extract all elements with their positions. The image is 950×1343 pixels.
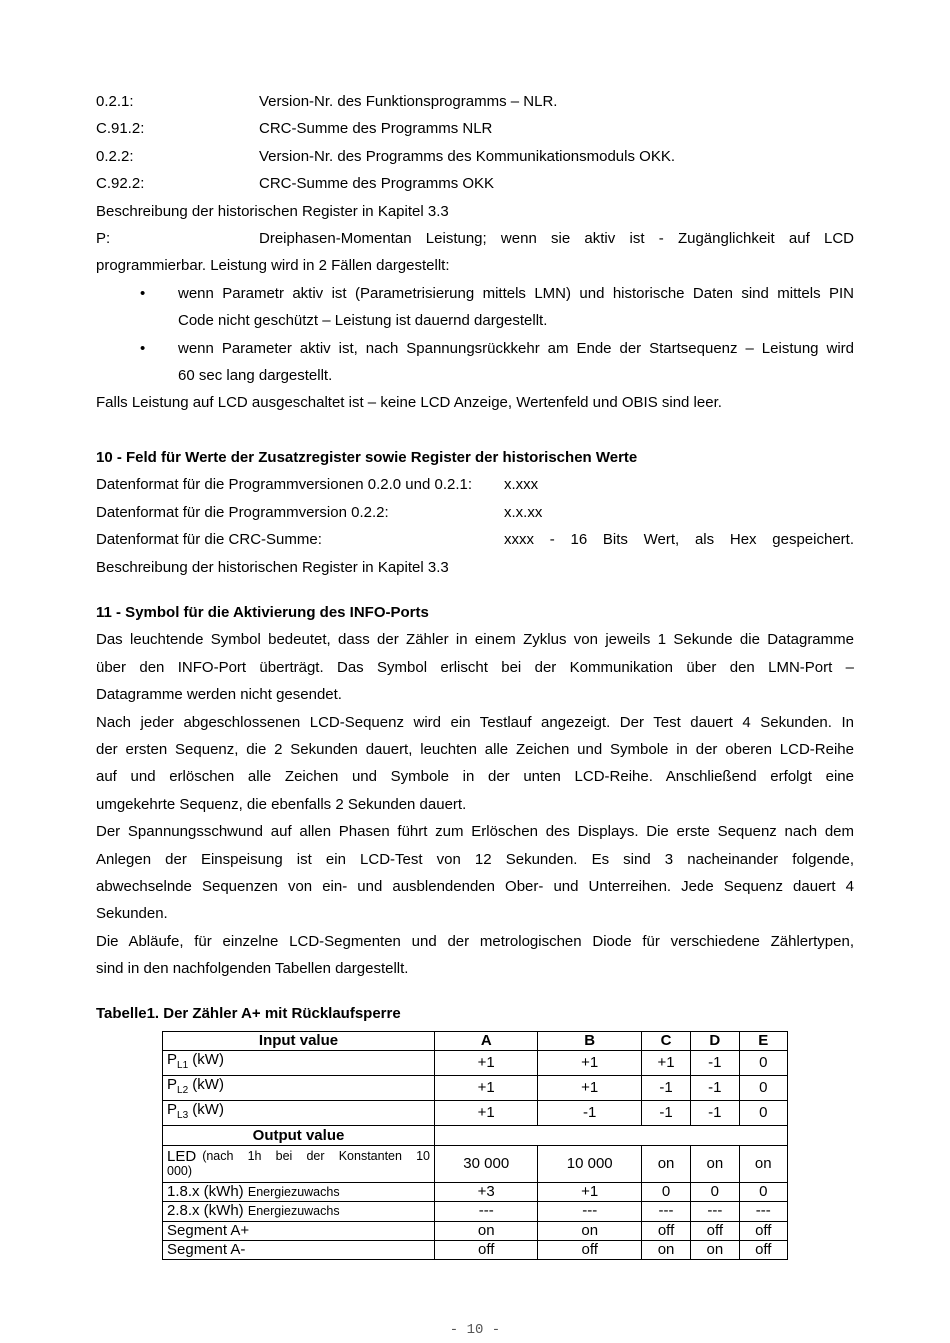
- paragraph: [96, 626, 854, 708]
- empty-cell: [435, 1126, 788, 1145]
- definition-row: [96, 115, 854, 142]
- table-cell: -1: [691, 1076, 739, 1101]
- paragraph-line: Nach jeder abgeschlossenen LCD-Sequenz wird ein Testlauf angezeigt. Der Test dauert 4 Sekunden. In: [96, 713, 854, 731]
- table-cell: 10 000: [538, 1145, 641, 1182]
- paragraph-line: über den INFO-Port überträgt. Das Symbol erlischt bei der Kommunikation über den LMN-Port –: [96, 658, 854, 676]
- header-col-a: A: [435, 1032, 538, 1051]
- historic-register-reference: Beschreibung der historischen Register in Kapitel 3.3: [96, 202, 449, 220]
- paragraph-line: sind in den nachfolgenden Tabellen dargestellt.: [96, 960, 409, 978]
- paragraph-line: abwechselnde Sequenzen von ein- und ausblendenden Ober- und Unterreihen. Jede Sequenz dauert 4: [96, 877, 854, 895]
- header-col-c: C: [641, 1032, 690, 1051]
- table-row: [163, 1221, 788, 1240]
- table-cell: +1: [538, 1182, 641, 1201]
- list-item-text: wenn Parameter aktiv ist, nach Spannungsrückkehr am Ende der Startsequenz – Leistung wird: [178, 339, 854, 357]
- definition-value: Dreiphasen-Momentan Leistung; wenn sie aktiv ist - Zugänglichkeit auf LCD: [259, 229, 854, 247]
- bullet-icon: •: [140, 284, 146, 302]
- table-cell: off: [538, 1240, 641, 1259]
- table-cell: +1: [538, 1076, 641, 1101]
- row-label: $P_{L3}$ (kW): [163, 1101, 435, 1126]
- format-label: Datenformat für die Programmversionen 0.2.0 und 0.2.1:: [96, 476, 473, 494]
- table-cell: 30 000: [435, 1145, 538, 1182]
- paragraph-line: Anlegen der Einspeisung ist ein LCD-Test von 12 Sekunden. Es sind 3 nacheinander folgende,: [96, 850, 854, 868]
- definition-value: CRC-Summe des Programms NLR: [259, 120, 493, 138]
- document-body: [96, 88, 854, 1027]
- list-item-text: Code nicht geschützt – Leistung ist dauernd dargestellt.: [178, 312, 548, 330]
- definition-row: [96, 143, 854, 170]
- definition-value: Version-Nr. des Funktionsprogramms – NLR.: [259, 93, 558, 110]
- table-header-row: [163, 1032, 788, 1051]
- paragraph-line: umgekehrte Sequenz, die ebenfalls 2 Sekunden dauert.: [96, 795, 467, 813]
- table-cell: 0: [739, 1076, 787, 1101]
- table-cell: 0: [739, 1051, 787, 1076]
- format-value: xxxx - 16 Bits Wert, als Hex gespeichert.: [504, 531, 854, 549]
- led-note: 000): [167, 1163, 193, 1178]
- meter-table: [162, 1031, 788, 1260]
- paragraph-line: Die Abläufe, für einzelne LCD-Segmenten und der metrologischen Diode für verschiedene Zählertypen,: [96, 932, 854, 950]
- table-cell: +1: [435, 1051, 538, 1076]
- led-note: (nach 1h bei der Konstanten 10: [202, 1148, 430, 1163]
- table-cell: off: [739, 1240, 787, 1259]
- format-row: [96, 526, 854, 553]
- table-cell: 0: [739, 1101, 787, 1126]
- paragraph-line: Datagramme werden nicht gesendet.: [96, 686, 342, 704]
- table-row: [163, 1182, 788, 1201]
- paragraph: [96, 818, 854, 928]
- table-row: [163, 1101, 788, 1126]
- section-10-heading: 10 - Feld für Werte der Zusatzregister sowie Register der historischen Werte: [96, 449, 638, 467]
- table-cell: -1: [691, 1101, 739, 1126]
- table-row: [163, 1240, 788, 1259]
- table-cell: 0: [641, 1182, 690, 1201]
- table-cell: on: [538, 1221, 641, 1240]
- table-cell: off: [739, 1221, 787, 1240]
- table-row: [163, 1076, 788, 1101]
- definition-key: C.91.2:: [96, 120, 145, 138]
- table-cell: on: [641, 1240, 690, 1259]
- table-cell: on: [691, 1145, 739, 1182]
- page-number: - 10 -: [449, 1322, 501, 1338]
- table-cell: 0: [691, 1182, 739, 1201]
- power-definition: [96, 225, 854, 252]
- format-value: x.x.xx: [504, 503, 543, 521]
- output-header-row: [163, 1126, 788, 1145]
- table-cell: off: [435, 1240, 538, 1259]
- row-label: [163, 1145, 435, 1182]
- paragraph-line: Sekunden.: [96, 905, 168, 923]
- table-cell: on: [641, 1145, 690, 1182]
- table-cell: -1: [641, 1076, 690, 1101]
- row-label: 2.8.x (kWh) Energiezuwachs: [163, 1202, 435, 1221]
- paragraph: [96, 709, 854, 819]
- table-cell: -1: [538, 1101, 641, 1126]
- row-label: 1.8.x (kWh) Energiezuwachs: [163, 1182, 435, 1201]
- list-item: [96, 280, 854, 335]
- list-item-text: 60 sec lang dargestellt.: [178, 366, 333, 384]
- power-definition-continued: programmierbar. Leistung wird in 2 Fällen dargestellt:: [96, 257, 450, 275]
- table-cell: on: [435, 1221, 538, 1240]
- table-row: [163, 1145, 788, 1182]
- table-row: [163, 1202, 788, 1221]
- definition-row: [96, 170, 854, 197]
- format-label: Datenformat für die CRC-Summe:: [96, 531, 322, 549]
- table-cell: on: [691, 1240, 739, 1259]
- bullet-icon: •: [140, 339, 146, 357]
- list-item-text: wenn Parametr aktiv ist (Parametrisierung mittels LMN) und historische Daten sind mittels PIN: [178, 284, 854, 302]
- table-cell: ---: [739, 1202, 787, 1221]
- header-col-b: B: [538, 1032, 641, 1051]
- definition-key: P:: [96, 229, 111, 247]
- table-cell: +1: [538, 1051, 641, 1076]
- header-input-value: Input value: [163, 1032, 435, 1051]
- definition-key: 0.2.1:: [96, 93, 134, 110]
- row-label: $P_{L1}$ (kW): [163, 1051, 435, 1076]
- table-cell: -1: [691, 1051, 739, 1076]
- table-cell: +1: [435, 1076, 538, 1101]
- table-caption: Tabelle1. Der Zähler A+ mit Rücklaufsperre: [96, 1004, 401, 1022]
- format-row: [96, 471, 854, 498]
- led-label: LED: [167, 1147, 197, 1165]
- list-item: [96, 335, 854, 390]
- paragraph-line: auf und erlöschen alle Zeichen und Symbole in der unten LCD-Reihe. Anschließend erfolgt eine: [96, 768, 854, 786]
- row-label: Segment A-: [163, 1240, 435, 1259]
- table-cell: on: [739, 1145, 787, 1182]
- definition-row: [96, 88, 854, 115]
- paragraph-line: Das leuchtende Symbol bedeutet, dass der Zähler in einem Zyklus von jeweils 1 Sekunde die Datagramme: [96, 631, 854, 649]
- paragraph-line: der ersten Sequenz, die 2 Sekunden dauert, leuchten alle Zeichen und Symbole in der oberen LCD-Reihe: [96, 740, 854, 758]
- table-cell: ---: [691, 1202, 739, 1221]
- table-cell: off: [691, 1221, 739, 1240]
- definition-key: C.92.2:: [96, 175, 145, 193]
- format-row: [96, 499, 854, 526]
- header-output-value: Output value: [163, 1126, 435, 1145]
- table-cell: 0: [739, 1182, 787, 1201]
- row-label: Segment A+: [163, 1221, 435, 1240]
- bullet-list: [96, 280, 854, 390]
- table-cell: ---: [538, 1202, 641, 1221]
- table-cell: +3: [435, 1182, 538, 1201]
- table-cell: +1: [641, 1051, 690, 1076]
- format-value: x.xxx: [504, 476, 539, 494]
- table-cell: +1: [435, 1101, 538, 1126]
- table-cell: ---: [435, 1202, 538, 1221]
- paragraph-line: Der Spannungsschwund auf allen Phasen führt zum Erlöschen des Displays. Die erste Sequenz nach dem: [96, 823, 854, 841]
- paragraph: [96, 928, 854, 983]
- table-cell: ---: [641, 1202, 690, 1221]
- header-col-d: D: [691, 1032, 739, 1051]
- header-col-e: E: [739, 1032, 787, 1051]
- format-label: Datenformat für die Programmversion 0.2.2:: [96, 503, 389, 521]
- section-11-heading: 11 - Symbol für die Aktivierung des INFO-Ports: [96, 604, 429, 622]
- historic-register-reference: Beschreibung der historischen Register in Kapitel 3.3: [96, 558, 449, 576]
- definition-value: CRC-Summe des Programms OKK: [259, 175, 495, 193]
- table-row: [163, 1051, 788, 1076]
- definition-value: Version-Nr. des Programms des Kommunikationsmoduls OKK.: [259, 147, 675, 165]
- table-cell: -1: [641, 1101, 690, 1126]
- definition-key: 0.2.2:: [96, 147, 134, 165]
- row-label: $P_{L2}$ (kW): [163, 1076, 435, 1101]
- lcd-off-note: Falls Leistung auf LCD ausgeschaltet ist – keine LCD Anzeige, Wertenfeld und OBIS sind leer.: [96, 394, 722, 412]
- table-cell: off: [641, 1221, 690, 1240]
